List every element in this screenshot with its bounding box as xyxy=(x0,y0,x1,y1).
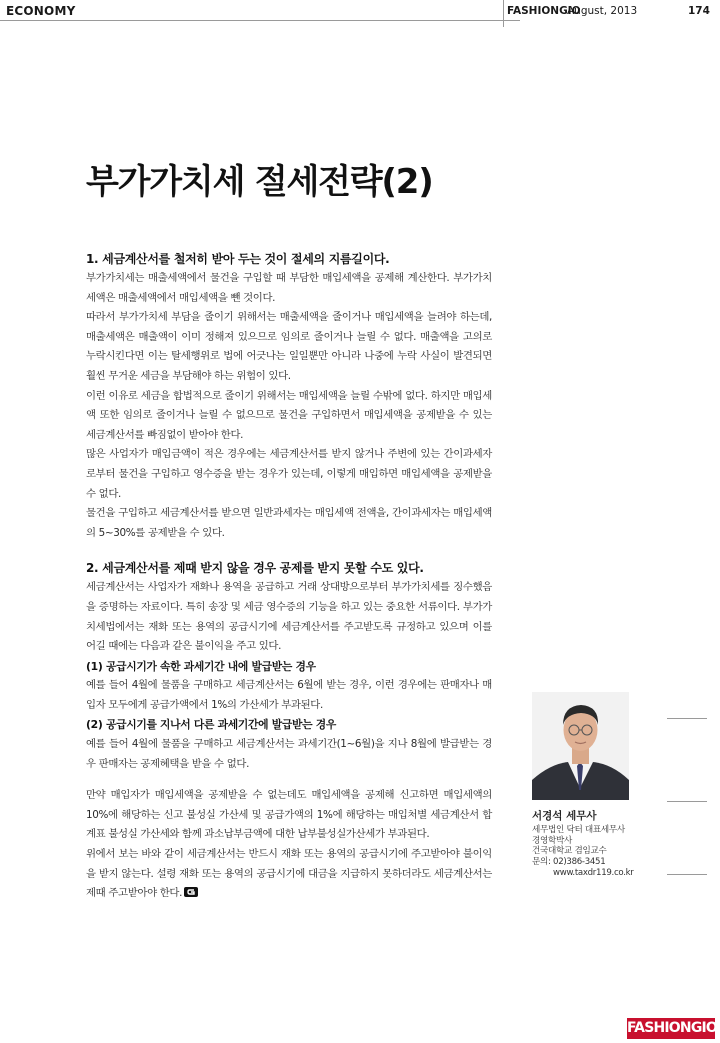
section-1-paragraph: 부가가치세는 매출세액에서 물건을 구입할 때 부담한 매입세액을 공제해 계산한다. 부가가치세액은 매출세액에서 매입세액을 뺀 것이다. xyxy=(86,272,492,304)
section-2-intro: 세금계산서는 사업자가 재화나 용역을 공급하고 거래 상대방으로부터 부가가치세를 징수했음을 증명하는 자료이다. 특히 송장 및 세금 영수증의 기능을 하고 있는 중요한 서류이다. 부가가치세법에서는 재화 또는 용역의 공급시기에 세금계산서를 주고받도록 규정하고 있으며 이를 어길 때에는 다음과 같은 불이익을 주고 있다. xyxy=(86,581,492,653)
section-1-paragraph: 이런 이유로 세금을 합법적으로 줄이기 위해서는 매입세액을 늘릴 수밖에 없다. 하지만 매입세액 또한 임의로 줄이거나 늘릴 수 없으므로 물건을 구입하면서 매입세액을 공제받을 수 있는 세금계산서를 빠짐없이 받아야 한다. xyxy=(86,389,492,441)
closing-paragraph-text: 위에서 보는 바와 같이 세금계산서는 반드시 재화 또는 용역의 공급시기에 주고받아야 불이익을 받지 않는다. 설령 재화 또는 용역의 공급시기에 대금을 지급하지 못하더라도 세금계산서는 제때 주고받아야 한다. xyxy=(86,848,492,900)
author-firm: 세무법인 닥터 대표세무사 xyxy=(532,825,625,835)
subsection-2-text: 예를 들어 4월에 물품을 구매하고 세금계산서는 과세기간(1~6월)을 지나 8월에 발급받는 경우 판매자는 공제혜택을 받을 수 없다. xyxy=(86,738,492,770)
section-1-paragraph: 따라서 부가가치세 부담을 줄이기 위해서는 매출세액을 줄이거나 매입세액을 늘려야 하는데, 매출세액은 매출액이 이미 정해져 있으므로 임의로 줄이거나 늘릴 수 없다. 매출액을 고의로 누락시킨다면 이는 탈세행위로 법에 어긋나는 일일뿐만 아니라 나중에 누락 사실이 발견되면 훨씬 무거운 세금을 부담해야 하는 위험이 있다. xyxy=(86,311,492,382)
author-photo xyxy=(532,692,629,800)
header-brand: FASHIONGIO xyxy=(507,5,581,17)
header-divider xyxy=(503,0,504,27)
section-2-heading: 2. 세금계산서를 제때 받지 않을 경우 공제를 받지 못할 수도 있다. xyxy=(86,561,424,576)
article-title: 부가가치세 절세전략(2) xyxy=(86,162,433,202)
author-position: 건국대학교 겸임교수 xyxy=(532,846,607,857)
author-name: 서경석 세무사 xyxy=(532,810,597,822)
section-1-paragraph: 물건을 구입하고 세금계산서를 받으면 일반과세자는 매입세액 전액을, 간이과세자는 매입세액의 5~30%를 공제받을 수 있다. xyxy=(86,507,492,539)
footer-logo: FASHIONGIO xyxy=(627,1018,715,1039)
closing-paragraph-last xyxy=(86,845,492,904)
subsection-1-text: 예를 들어 4월에 물품을 구매하고 세금계산서는 6월에 받는 경우, 이런 경우에는 판매자나 매입자 모두에게 공급가액에서 1%의 가산세가 부과된다. xyxy=(86,679,492,711)
subsection-1-title: (1) 공급시기가 속한 과세기간 내에 발급받는 경우 xyxy=(86,659,316,673)
subsection-2-title: (2) 공급시기를 지나서 다른 과세기간에 발급받는 경우 xyxy=(86,718,336,732)
author-degree: 경영학박사 xyxy=(532,835,573,846)
author-portrait-image xyxy=(532,692,629,800)
side-rule-middle xyxy=(667,801,707,802)
section-1-heading: 1. 세금계산서를 철저히 받아 두는 것이 절세의 지름길이다. xyxy=(86,252,390,266)
closing-paragraph: 만약 매입자가 매입세액을 공제받을 수 없는데도 매입세액을 공제해 신고하면 매입세액의 10%에 해당하는 신고 불성실 가산세 및 공급가액의 1%에 해당하는 매입처별 세금계산서 합계표 불성실 가산세와 함께 과소납부금액에 대한 납부불성실가산세가 부과된다. xyxy=(86,789,492,841)
side-rule-bottom xyxy=(667,874,707,875)
article-body xyxy=(86,250,492,904)
author-info xyxy=(532,825,634,879)
author-website: www.taxdr119.co.kr xyxy=(553,867,634,878)
page-number: 174 xyxy=(688,5,710,17)
header-rule xyxy=(0,20,520,21)
header-section-label: ECONOMY xyxy=(6,4,76,18)
end-mark-icon xyxy=(184,887,198,897)
author-contact: 문의: 02)386-3451 xyxy=(532,857,606,868)
side-rule-top xyxy=(667,718,707,719)
section-1-paragraph: 많은 사업자가 매입금액이 적은 경우에는 세금계산서를 받지 않거나 주변에 있는 간이과세자로부터 물건을 구입하고 영수증을 받는 경우가 있는데, 이렇게 매입하면 매입세액을 공제받을 수 없다. xyxy=(86,448,492,500)
header-date: August, 2013 xyxy=(567,5,638,17)
